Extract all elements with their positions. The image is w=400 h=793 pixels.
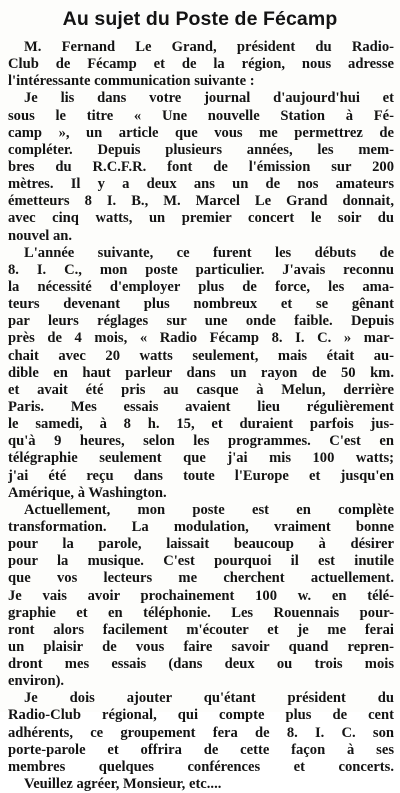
article-line: télégraphie seulement que j'ai mis 100 watts; <box>8 450 394 467</box>
article-line: Paris. Mes essais avaient lieu régulièrement <box>8 398 394 415</box>
article-body <box>8 39 394 793</box>
article-line: un plaisir de vous faire savoir quand repren- <box>8 638 394 655</box>
article-line: M. Fernand Le Grand, président du Radio- <box>24 39 394 55</box>
article-line: mètres. Il y a deux ans un de nos amateurs <box>8 176 394 193</box>
article-line: porte-parole et offrira de cette façon à ses <box>8 741 394 758</box>
article-line: Je vais avoir prochainement 100 w. en télé- <box>8 587 394 604</box>
article-line: dible en haut parleur dans un rayon de 50 km. <box>8 364 394 381</box>
article-line: teurs devenant plus nombreux et se gênant <box>8 296 394 313</box>
article-line: Amérique, à Washington. <box>8 484 167 501</box>
article-line: Club de Fécamp et de la région, nous adresse <box>8 56 394 73</box>
article-line: avec cinq watts, un premier concert le soir du <box>8 210 394 227</box>
article-line: l'intéressante communication suivante : <box>8 73 255 90</box>
article-line: camp », un article que vous me permettrez de <box>8 124 394 141</box>
article-line: Veuillez agréer, Monsieur, etc.... <box>24 776 222 793</box>
article-title: Au sujet du Poste de Fécamp <box>62 8 338 30</box>
article-line: sous le titre « Une nouvelle Station à Fé- <box>8 107 394 124</box>
article-line: Radio-Club régional, qui compte plus de cent <box>8 707 394 724</box>
article-line: 8. I. C., mon poste particulier. J'avais reconnu <box>8 261 394 278</box>
article-line: Je dois ajouter qu'étant président du <box>24 690 394 707</box>
article-line: dront mes essais (dans deux ou trois mois <box>8 656 394 673</box>
article-line: la nécessité d'employer plus de force, les ama- <box>8 278 394 295</box>
article-line: Je lis dans votre journal d'aujourd'hui et <box>24 90 394 107</box>
article-line: et avait été pris au casque à Melun, derrière <box>8 381 394 398</box>
article-line: adhérents, ce groupement fera de 8. I. C. son <box>8 724 394 741</box>
article-line: environ). <box>8 673 65 690</box>
article-line: qu'à 9 heures, selon les programmes. C'est en <box>8 433 394 450</box>
article-line: pour la parole, laissait beaucoup à désirer <box>8 536 394 553</box>
article-line: transformation. La modulation, vraiment bonne <box>8 518 394 535</box>
article-line: graphie et en téléphonie. Les Rouennais pour- <box>8 604 394 621</box>
article-line: j'ai été reçu dans toute l'Europe et jusqu'en <box>8 467 394 484</box>
article-line: que vos lecteurs me cherchent actuellement. <box>8 570 394 587</box>
article-line: bres du R.C.F.R. font de l'émission sur 200 <box>8 158 394 175</box>
article-line: ront alors facilement m'écouter et je me ferai <box>8 621 394 638</box>
article-line: émetteurs 8 I. B., M. Marcel Le Grand donnait, <box>8 193 394 210</box>
article-line: chait avec 20 watts seulement, mais était au- <box>8 347 394 364</box>
article-line: compléter. Depuis plusieurs années, les mem- <box>8 141 394 158</box>
article-line: L'année suivante, ce furent les débuts de <box>24 244 394 261</box>
article-line: membres quelques conférences et concerts. <box>8 758 394 775</box>
article-line: près de 4 mois, « Radio Fécamp 8. I. C. » mar- <box>8 330 394 347</box>
article-line: par leurs réglages sur une onde faible. Depuis <box>8 313 394 330</box>
article-line: le samedi, à 8 h. 15, et duraient parfois jus- <box>8 416 394 433</box>
article-line: nouvel an. <box>8 227 73 244</box>
article-line: pour la musique. C'est pourquoi il est inutile <box>8 553 394 570</box>
article-line: Actuellement, mon poste est en complète <box>24 501 394 518</box>
